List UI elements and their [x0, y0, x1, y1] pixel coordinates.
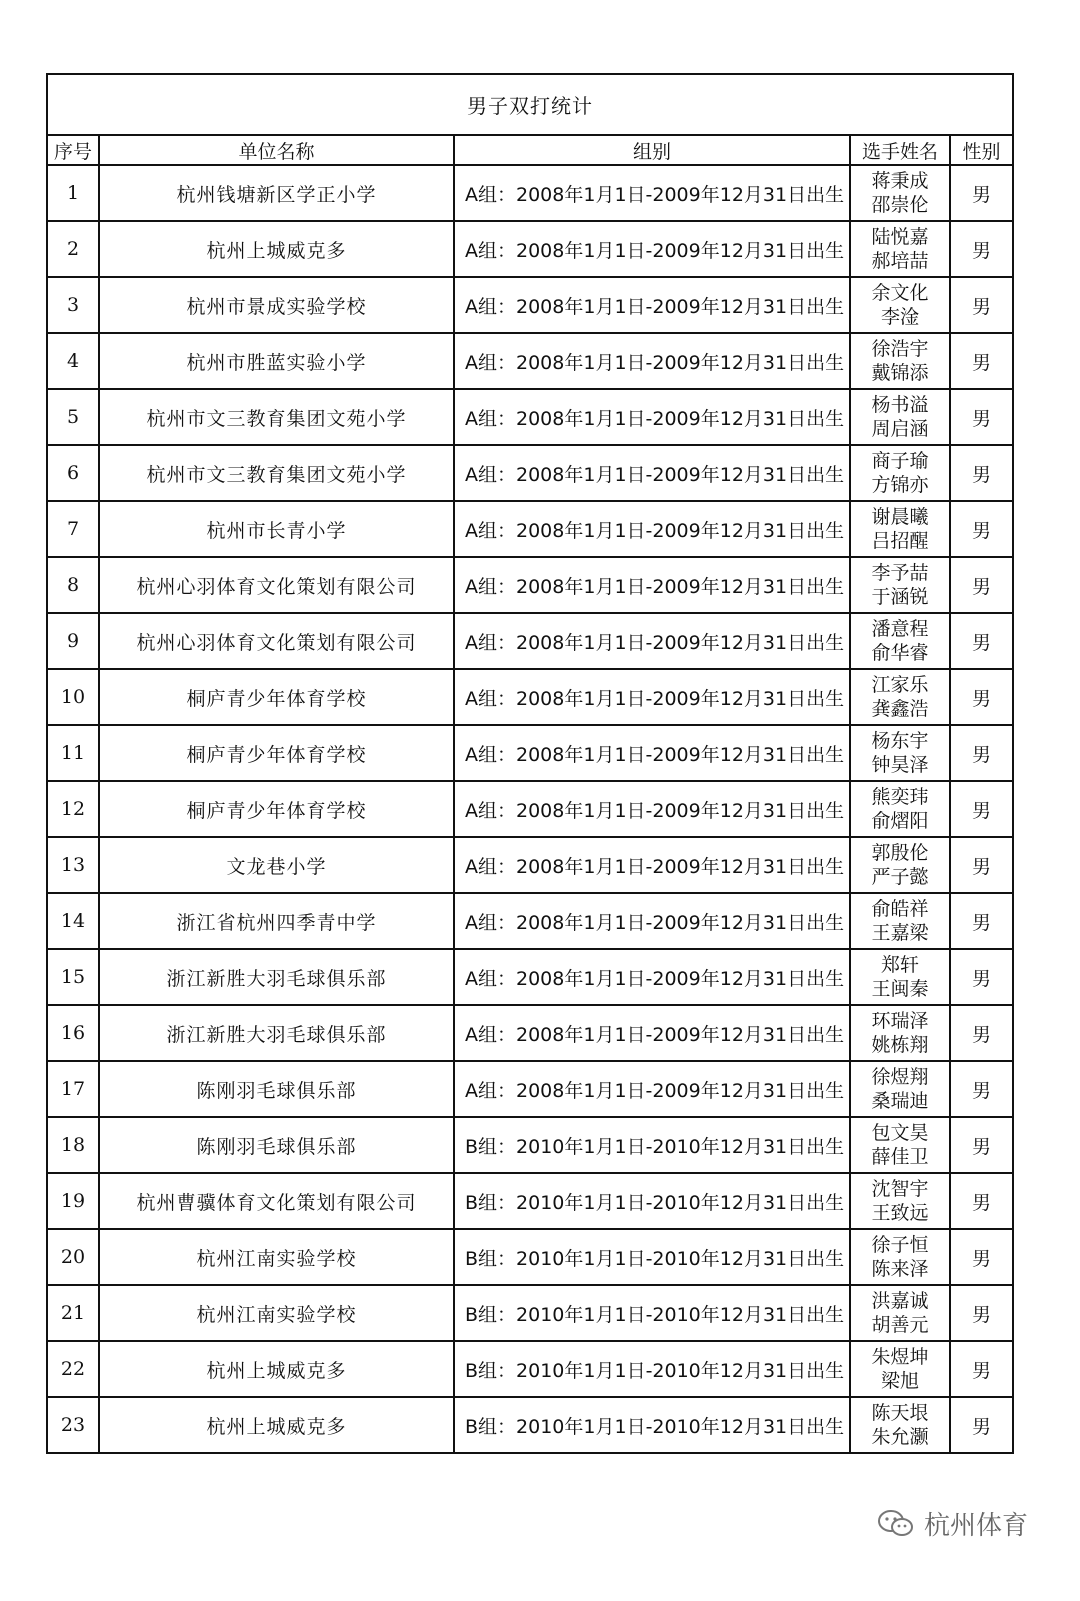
table-body [47, 165, 1013, 1453]
table-row [47, 1173, 1013, 1229]
unit-name: 杭州市文三教育集团文苑小学 [99, 389, 454, 445]
watermark-text: 杭州体育 [923, 1511, 1028, 1541]
stats-sheet [46, 73, 1012, 1454]
unit-name: 杭州曹骥体育文化策划有限公司 [99, 1173, 454, 1229]
player-name-2: 俞熠阳 [871, 810, 929, 832]
age-group: A组：2008年1月1日-2009年12月31日出生 [454, 669, 850, 725]
age-group: A组：2008年1月1日-2009年12月31日出生 [454, 165, 850, 221]
unit-name: 桐庐青少年体育学校 [99, 725, 454, 781]
player-names [850, 1117, 950, 1173]
unit-name: 桐庐青少年体育学校 [99, 781, 454, 837]
title-row [47, 74, 1013, 135]
gender: 男 [950, 725, 1013, 781]
header-row [47, 135, 1013, 165]
player-name-1: 郭殷伦 [871, 842, 929, 864]
row-number: 14 [47, 893, 99, 949]
player-names [850, 501, 950, 557]
unit-name: 浙江新胜大羽毛球俱乐部 [99, 1005, 454, 1061]
player-names [850, 277, 950, 333]
gender: 男 [950, 669, 1013, 725]
row-number: 18 [47, 1117, 99, 1173]
player-name-2: 戴锦添 [871, 362, 929, 384]
player-name-2: 胡善元 [871, 1314, 929, 1336]
player-name-2: 严子懿 [871, 866, 929, 888]
player-name-1: 陈天垠 [871, 1402, 929, 1424]
age-group: A组：2008年1月1日-2009年12月31日出生 [454, 277, 850, 333]
gender: 男 [950, 893, 1013, 949]
unit-name: 杭州上城威克多 [99, 221, 454, 277]
row-number: 11 [47, 725, 99, 781]
player-name-2: 姚栋翔 [871, 1034, 929, 1056]
player-name-1: 商子瑜 [871, 450, 929, 472]
player-names [850, 893, 950, 949]
player-names [850, 1285, 950, 1341]
table-row [47, 501, 1013, 557]
player-name-1: 熊奕玮 [871, 786, 929, 808]
player-name-1: 谢晨曦 [871, 506, 929, 528]
age-group: B组：2010年1月1日-2010年12月31日出生 [454, 1285, 850, 1341]
row-number: 19 [47, 1173, 99, 1229]
unit-name: 杭州心羽体育文化策划有限公司 [99, 613, 454, 669]
age-group: B组：2010年1月1日-2010年12月31日出生 [454, 1117, 850, 1173]
player-name-1: 潘意程 [871, 618, 929, 640]
age-group: B组：2010年1月1日-2010年12月31日出生 [454, 1229, 850, 1285]
row-number: 22 [47, 1341, 99, 1397]
unit-name: 杭州心羽体育文化策划有限公司 [99, 557, 454, 613]
player-name-2: 吕招醒 [871, 530, 929, 552]
header-group: 组别 [454, 135, 850, 165]
age-group: A组：2008年1月1日-2009年12月31日出生 [454, 333, 850, 389]
player-names [850, 221, 950, 277]
player-names [850, 1341, 950, 1397]
table-row [47, 277, 1013, 333]
gender: 男 [950, 1061, 1013, 1117]
player-name-2: 于涵锐 [871, 586, 929, 608]
table-row [47, 1061, 1013, 1117]
table-row [47, 1005, 1013, 1061]
table-row [47, 1117, 1013, 1173]
row-number: 4 [47, 333, 99, 389]
table-row [47, 613, 1013, 669]
player-name-2: 桑瑞迪 [871, 1090, 929, 1112]
row-number: 10 [47, 669, 99, 725]
row-number: 20 [47, 1229, 99, 1285]
unit-name: 陈刚羽毛球俱乐部 [99, 1061, 454, 1117]
player-name-1: 包文昊 [871, 1122, 929, 1144]
gender: 男 [950, 501, 1013, 557]
watermark [876, 1505, 1028, 1542]
gender: 男 [950, 333, 1013, 389]
unit-name: 浙江省杭州四季青中学 [99, 893, 454, 949]
table-title: 男子双打统计 [47, 74, 1013, 135]
player-names [850, 1173, 950, 1229]
gender: 男 [950, 557, 1013, 613]
age-group: A组：2008年1月1日-2009年12月31日出生 [454, 949, 850, 1005]
header-gender: 性别 [950, 135, 1013, 165]
age-group: A组：2008年1月1日-2009年12月31日出生 [454, 501, 850, 557]
player-name-1: 杨书溢 [871, 394, 929, 416]
player-name-2: 邵崇伦 [871, 194, 929, 216]
doubles-table [46, 73, 1014, 1454]
row-number: 1 [47, 165, 99, 221]
table-row [47, 333, 1013, 389]
player-names [850, 557, 950, 613]
player-name-1: 徐浩宇 [871, 338, 929, 360]
gender: 男 [950, 1285, 1013, 1341]
row-number: 2 [47, 221, 99, 277]
age-group: A组：2008年1月1日-2009年12月31日出生 [454, 725, 850, 781]
unit-name: 杭州市文三教育集团文苑小学 [99, 445, 454, 501]
player-name-2: 陈来泽 [871, 1258, 929, 1280]
gender: 男 [950, 781, 1013, 837]
header-players: 选手姓名 [850, 135, 950, 165]
player-name-2: 李淦 [880, 306, 919, 328]
gender: 男 [950, 1341, 1013, 1397]
age-group: A组：2008年1月1日-2009年12月31日出生 [454, 557, 850, 613]
row-number: 12 [47, 781, 99, 837]
table-row [47, 781, 1013, 837]
age-group: A组：2008年1月1日-2009年12月31日出生 [454, 1061, 850, 1117]
player-name-2: 钟昊泽 [871, 754, 929, 776]
table-row [47, 1285, 1013, 1341]
player-name-1: 洪嘉诚 [871, 1290, 929, 1312]
row-number: 5 [47, 389, 99, 445]
gender: 男 [950, 1397, 1013, 1453]
player-names [850, 1397, 950, 1453]
player-name-1: 杨东宇 [871, 730, 929, 752]
player-names [850, 837, 950, 893]
table-row [47, 445, 1013, 501]
row-number: 16 [47, 1005, 99, 1061]
player-name-1: 蒋秉成 [871, 170, 929, 192]
gender: 男 [950, 837, 1013, 893]
player-names [850, 949, 950, 1005]
player-names [850, 1229, 950, 1285]
unit-name: 文龙巷小学 [99, 837, 454, 893]
table-row [47, 389, 1013, 445]
gender: 男 [950, 949, 1013, 1005]
player-names [850, 725, 950, 781]
gender: 男 [950, 1117, 1013, 1173]
row-number: 3 [47, 277, 99, 333]
player-names [850, 333, 950, 389]
player-name-2: 薛佳卫 [871, 1146, 929, 1168]
player-name-1: 沈智宇 [871, 1178, 929, 1200]
player-name-1: 徐子恒 [871, 1234, 929, 1256]
player-names [850, 781, 950, 837]
player-name-1: 陆悦嘉 [871, 226, 929, 248]
player-name-1: 余文化 [871, 282, 929, 304]
gender: 男 [950, 613, 1013, 669]
unit-name: 杭州钱塘新区学正小学 [99, 165, 454, 221]
row-number: 15 [47, 949, 99, 1005]
gender: 男 [950, 165, 1013, 221]
player-name-2: 周启涵 [871, 418, 929, 440]
gender: 男 [950, 445, 1013, 501]
gender: 男 [950, 221, 1013, 277]
player-name-1: 徐煜翔 [871, 1066, 929, 1088]
age-group: A组：2008年1月1日-2009年12月31日出生 [454, 837, 850, 893]
age-group: B组：2010年1月1日-2010年12月31日出生 [454, 1397, 850, 1453]
player-name-2: 俞华睿 [871, 642, 929, 664]
player-names [850, 669, 950, 725]
table-row [47, 1341, 1013, 1397]
unit-name: 桐庐青少年体育学校 [99, 669, 454, 725]
table-row [47, 837, 1013, 893]
gender: 男 [950, 1229, 1013, 1285]
player-names [850, 165, 950, 221]
gender: 男 [950, 277, 1013, 333]
gender: 男 [950, 1005, 1013, 1061]
table-row [47, 1397, 1013, 1453]
player-name-1: 江家乐 [871, 674, 929, 696]
age-group: A组：2008年1月1日-2009年12月31日出生 [454, 389, 850, 445]
age-group: A组：2008年1月1日-2009年12月31日出生 [454, 893, 850, 949]
table-row [47, 669, 1013, 725]
header-no: 序号 [47, 135, 99, 165]
player-names [850, 1005, 950, 1061]
player-name-1: 朱煜坤 [871, 1346, 929, 1368]
table-row [47, 725, 1013, 781]
row-number: 8 [47, 557, 99, 613]
player-name-2: 方锦亦 [871, 474, 929, 496]
player-name-1: 环瑞泽 [871, 1010, 929, 1032]
player-name-2: 梁旭 [880, 1370, 919, 1392]
row-number: 7 [47, 501, 99, 557]
unit-name: 杭州江南实验学校 [99, 1229, 454, 1285]
row-number: 23 [47, 1397, 99, 1453]
table-row [47, 949, 1013, 1005]
unit-name: 陈刚羽毛球俱乐部 [99, 1117, 454, 1173]
player-name-2: 郝培喆 [871, 250, 929, 272]
player-name-2: 朱允灏 [871, 1426, 929, 1448]
player-name-2: 龚鑫浩 [871, 698, 929, 720]
player-name-1: 郑轩 [880, 954, 919, 976]
table-row [47, 1229, 1013, 1285]
unit-name: 杭州上城威克多 [99, 1397, 454, 1453]
player-name-2: 王致远 [871, 1202, 929, 1224]
row-number: 6 [47, 445, 99, 501]
unit-name: 杭州市胜蓝实验小学 [99, 333, 454, 389]
unit-name: 浙江新胜大羽毛球俱乐部 [99, 949, 454, 1005]
unit-name: 杭州江南实验学校 [99, 1285, 454, 1341]
gender: 男 [950, 1173, 1013, 1229]
age-group: A组：2008年1月1日-2009年12月31日出生 [454, 221, 850, 277]
unit-name: 杭州市长青小学 [99, 501, 454, 557]
player-names [850, 445, 950, 501]
unit-name: 杭州上城威克多 [99, 1341, 454, 1397]
header-unit: 单位名称 [99, 135, 454, 165]
row-number: 21 [47, 1285, 99, 1341]
table-row [47, 893, 1013, 949]
table-row [47, 165, 1013, 221]
age-group: B组：2010年1月1日-2010年12月31日出生 [454, 1341, 850, 1397]
player-names [850, 613, 950, 669]
wechat-icon [876, 1508, 916, 1540]
player-name-2: 王嘉梁 [871, 922, 929, 944]
table-row [47, 557, 1013, 613]
row-number: 13 [47, 837, 99, 893]
row-number: 9 [47, 613, 99, 669]
age-group: A组：2008年1月1日-2009年12月31日出生 [454, 445, 850, 501]
player-name-1: 俞皓祥 [871, 898, 929, 920]
player-names [850, 1061, 950, 1117]
row-number: 17 [47, 1061, 99, 1117]
player-name-1: 李予喆 [871, 562, 929, 584]
table-row [47, 221, 1013, 277]
age-group: A组：2008年1月1日-2009年12月31日出生 [454, 781, 850, 837]
age-group: A组：2008年1月1日-2009年12月31日出生 [454, 613, 850, 669]
player-name-2: 王闽秦 [871, 978, 929, 1000]
unit-name: 杭州市景成实验学校 [99, 277, 454, 333]
age-group: B组：2010年1月1日-2010年12月31日出生 [454, 1173, 850, 1229]
age-group: A组：2008年1月1日-2009年12月31日出生 [454, 1005, 850, 1061]
gender: 男 [950, 389, 1013, 445]
player-names [850, 389, 950, 445]
